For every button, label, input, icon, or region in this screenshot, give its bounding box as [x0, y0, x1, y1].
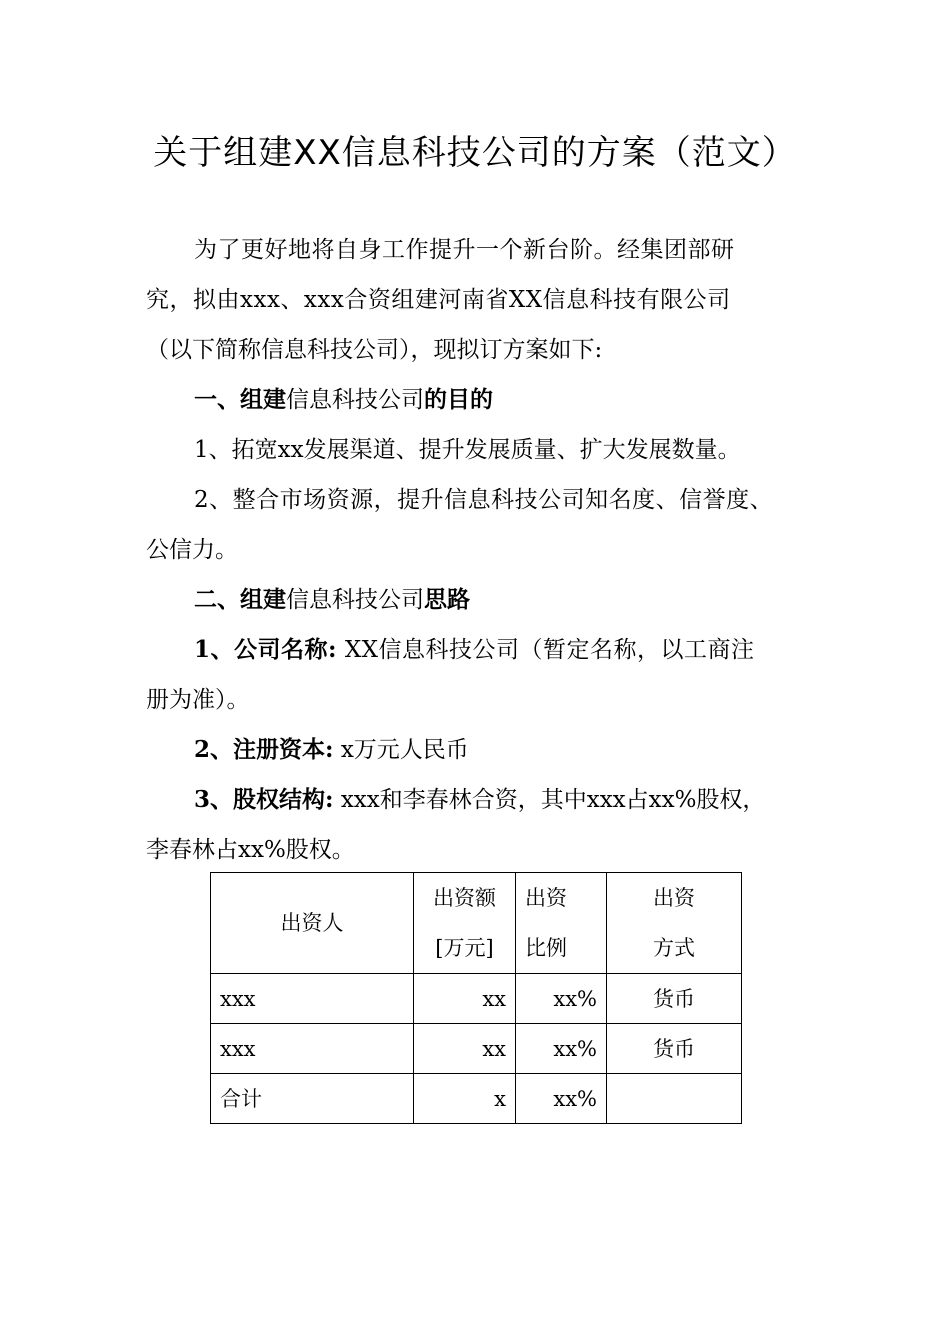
- cell-amount: xx: [414, 1024, 516, 1074]
- company-name-value: XX信息科技公司（暂定名称，以工商注: [344, 637, 755, 663]
- intro-line-2: 究，拟由xxx、xxx合资组建河南省XX信息科技有限公司: [146, 287, 731, 313]
- header-ratio-line-1: 出资: [525, 886, 567, 910]
- section2-heading: [194, 584, 884, 616]
- cell-method: [607, 1074, 742, 1124]
- equity-structure-label: 3、股权结构:: [194, 786, 334, 813]
- cell-method: 货币: [607, 974, 742, 1024]
- company-name-line: [194, 634, 884, 666]
- cell-ratio: xx%: [516, 1024, 607, 1074]
- section1-item-2-line-1: 2、整合市场资源，提升信息科技公司知名度、信誉度、: [194, 487, 774, 513]
- section1-heading: [194, 384, 884, 416]
- section1-heading-part-a: 一、组建: [194, 386, 286, 413]
- section2-heading-part-b: 信息科技公司: [286, 587, 424, 613]
- header-method: [607, 873, 742, 974]
- cell-ratio: xx%: [516, 974, 607, 1024]
- header-amount-line-2: [万元]: [435, 936, 494, 960]
- section1-heading-part-b: 信息科技公司: [286, 387, 424, 413]
- equity-structure-line-2: 李春林占xx%股权。: [146, 837, 355, 863]
- cell-method: 货币: [607, 1024, 742, 1074]
- cell-investor: xxx: [211, 1024, 414, 1074]
- table-total-row: [211, 1074, 742, 1124]
- intro-line-1: 为了更好地将自身工作提升一个新台阶。经集团部研: [194, 237, 735, 263]
- header-ratio-line-2: 比例: [525, 936, 567, 960]
- header-amount-line-1: 出资额: [433, 886, 496, 910]
- section1-item-2-line-2: 公信力。: [146, 537, 238, 563]
- header-ratio: [516, 873, 607, 974]
- header-method-line-1: 出资: [653, 886, 695, 910]
- table-row: [211, 1024, 742, 1074]
- registered-capital-value: x万元人民币: [340, 737, 469, 763]
- investment-table: [210, 872, 742, 1124]
- intro-line-3: （以下简称信息科技公司），现拟订方案如下:: [146, 337, 603, 363]
- section2-heading-part-a: 二、组建: [194, 586, 286, 613]
- cell-amount: xx: [414, 974, 516, 1024]
- table-header-row: [211, 873, 742, 974]
- section2-heading-part-c: 思路: [424, 586, 470, 613]
- header-amount: [414, 873, 516, 974]
- company-name-label: 1、公司名称:: [194, 636, 337, 663]
- company-name-line-2: 册为准）。: [146, 687, 250, 713]
- equity-structure-line: [194, 784, 884, 816]
- registered-capital-line: [194, 734, 884, 766]
- document-title: 关于组建XX信息科技公司的方案（范文）: [153, 133, 797, 173]
- registered-capital-label: 2、注册资本:: [194, 736, 334, 763]
- cell-amount: x: [414, 1074, 516, 1124]
- cell-investor: xxx: [211, 974, 414, 1024]
- section1-heading-part-c: 的目的: [424, 386, 493, 413]
- equity-structure-value: xxx和李春林合资，其中xxx占xx%股权，: [340, 787, 766, 813]
- header-method-line-2: 方式: [653, 936, 695, 960]
- header-investor: 出资人: [211, 873, 414, 974]
- cell-ratio: xx%: [516, 1074, 607, 1124]
- table-row: [211, 974, 742, 1024]
- cell-investor: 合计: [211, 1074, 414, 1124]
- section1-item-1: 1、拓宽xx发展渠道、提升发展质量、扩大发展数量。: [194, 437, 741, 463]
